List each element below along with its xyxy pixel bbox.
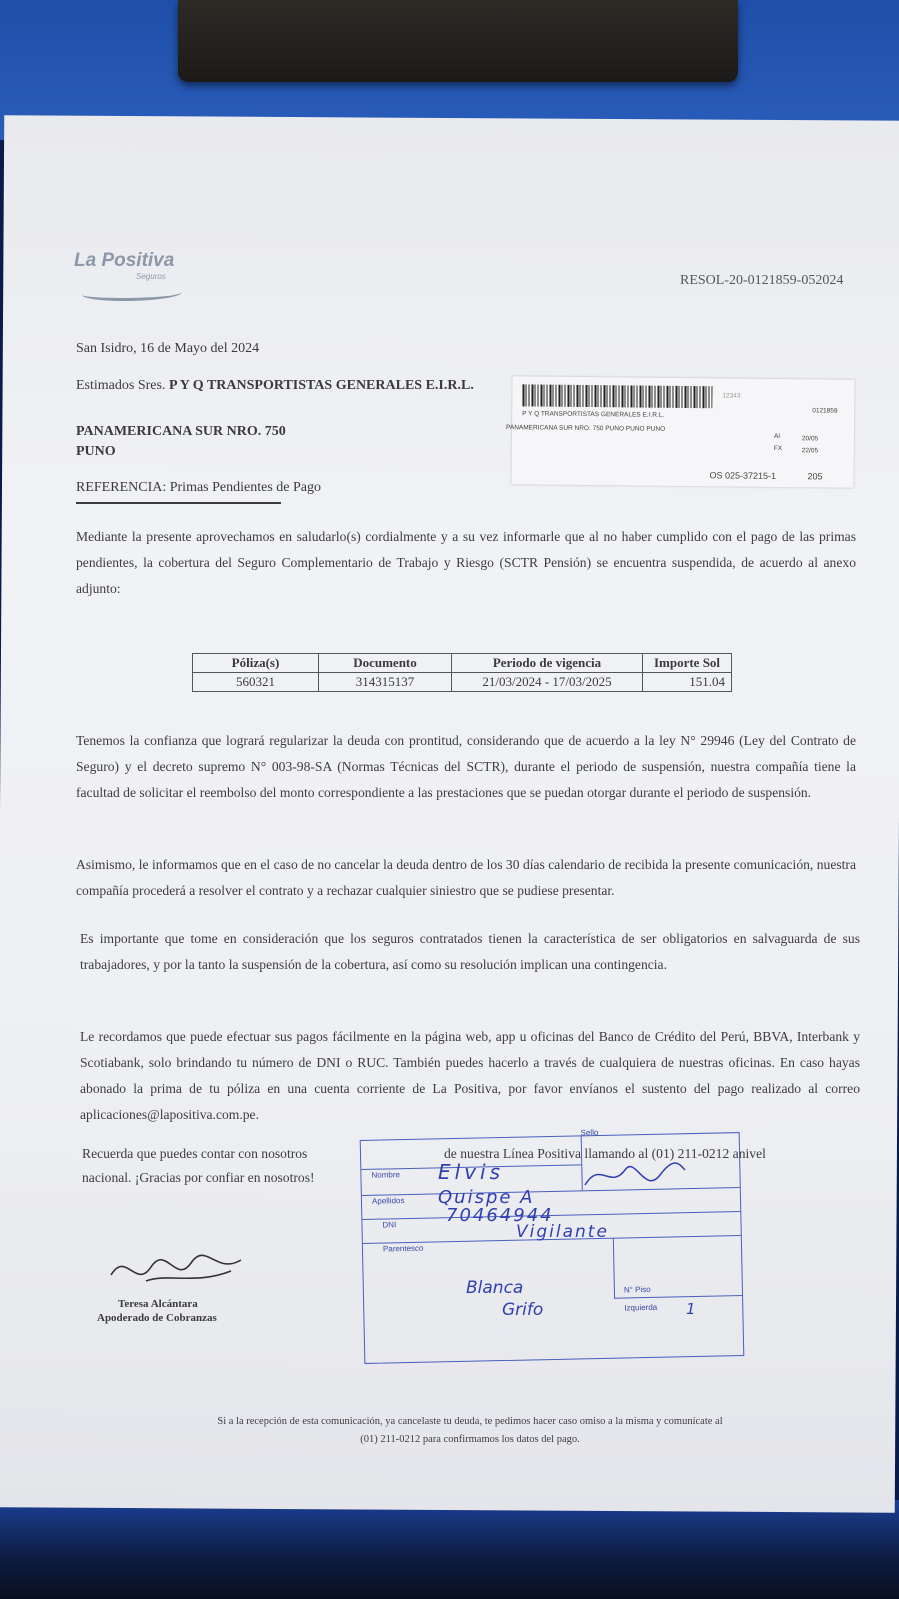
paragraph-1: Mediante la presente aprovechamos en saludarlo(s) cordialmente y a su vez informarle que al no haber cumplido con el pago de las primas pendientes, la cobertura del Seguro Complementario de Trabajo y Riesgo (SCTR Pensión) se encuentra suspendida, de acuerdo al anexo adjunto: <box>76 529 856 596</box>
label-fx: FX <box>773 444 783 453</box>
stamp-name-label: Nombre <box>371 1170 400 1180</box>
paragraph-6-end: de nuestra Línea Positiva llamando al (01) 211-0212 anivel <box>444 1146 766 1161</box>
handwritten-name: Elvis <box>438 1160 505 1184</box>
cell-periodo: 21/03/2024 - 17/03/2025 <box>452 673 643 692</box>
cell-documento: 314315137 <box>319 673 452 692</box>
handwritten-place-1: Blanca <box>466 1278 524 1298</box>
reference-line: REFERENCIA: Primas Pendientes de Pago <box>76 480 321 495</box>
paragraph-2: Tenemos la confianza que logrará regularizar la deuda con prontitud, considerando que de acuerdo a la ley N° 29946 (Ley del Contrato de Seguro) y el decreto supremo N° 003-98-SA (Normas Técnicas del SCTR), durante el periodo de suspensión, nuestra compañía tiene la facultad de solicitar el reembolso del monto correspondiente a las prestaciones que se puedan otorgar durante el periodo de suspensión. <box>76 733 856 800</box>
col-header-periodo: Periodo de vigencia <box>452 654 643 673</box>
recipient-name: P Y Q TRANSPORTISTAS GENERALES E.I.R.L. <box>168 378 474 393</box>
company-logo: La Positiva <box>74 250 175 271</box>
col-header-importe: Importe Sol <box>643 654 732 673</box>
label-line-1: P Y Q TRANSPORTISTAS GENERALES E.I.R.L. <box>522 410 665 419</box>
stamp-signature-icon <box>580 1150 690 1200</box>
stamp-surname-label: Apellidos <box>371 1196 405 1206</box>
label-box-code: 12343 <box>722 392 741 400</box>
stamp-dni-label: DNI <box>382 1220 397 1230</box>
footer-line-2: (01) 211-0212 para confirmamos los datos del pago. <box>360 1434 580 1445</box>
label-os: OS 025-37215-1 <box>709 470 777 481</box>
footer-line-1: Si a la recepción de esta comunicación, ya cancelaste tu deuda, te pedimos hacer caso omiso a la misma y comunícate al <box>217 1416 723 1427</box>
mailing-label <box>505 376 854 488</box>
stamp-left-label: Izquierda <box>624 1302 658 1313</box>
handwritten-dni: 70464944 <box>446 1205 554 1226</box>
label-ai-date: 20/05 <box>801 435 819 443</box>
cell-poliza: 560321 <box>193 673 319 692</box>
label-fx-date: 22/05 <box>801 447 819 455</box>
blue-background-bottom <box>0 1500 899 1599</box>
dark-object-top <box>178 0 738 82</box>
paragraph-6-start: Recuerda que puedes contar con nosotros <box>82 1146 308 1161</box>
barcode-icon <box>522 384 712 408</box>
stamp-relation-label: Parentesco <box>382 1243 424 1254</box>
label-code: 0121859 <box>812 407 838 415</box>
col-header-poliza: Póliza(s) <box>193 654 319 673</box>
handwritten-floor: 1 <box>686 1300 696 1318</box>
handwritten-relation: Vigilante <box>516 1222 609 1242</box>
col-header-documento: Documento <box>319 654 452 673</box>
paragraph-3: Asimismo, le informamos que en el caso de no cancelar la deuda dentro de los 30 días calendario de recibida la presente comunicación, nuestra compañía procederá a resolver el contrato y a rechazar cualquier siniestro que se pudiese presentar. <box>76 857 856 898</box>
label-num: 205 <box>807 471 823 482</box>
cell-importe: 151.04 <box>643 673 732 692</box>
greeting-prefix: Estimados Sres. <box>76 378 166 393</box>
table-row <box>193 673 732 692</box>
handwritten-place-2: Grifo <box>502 1300 544 1320</box>
paragraph-6-line2: nacional. ¡Gracias por confiar en nosotros! <box>82 1170 315 1185</box>
stamp-header: Sello <box>580 1128 599 1138</box>
label-line-2: PANAMERICANA SUR NRO. 750 PUNO PUNO PUNO <box>505 424 666 433</box>
reference-underline <box>76 502 281 504</box>
policy-table <box>192 653 732 692</box>
handwritten-surname: Quispe A <box>438 1187 535 1208</box>
label-ai: AI <box>773 432 781 441</box>
resolution-number: RESOL-20-0121859-052024 <box>680 273 844 288</box>
signature-icon <box>106 1245 246 1295</box>
paragraph-5: Le recordamos que puede efectuar sus pagos fácilmente en la página web, app u oficinas del Banco de Crédito del Perú, BBVA, Interbank y Scotiabank, solo brindando tu número de DNI o RUC. También puedes hacerlo a través de cualquiera de nuestras oficinas. En caso hayas abonado la prima de tu póliza en una cuenta corriente de La Positiva, por favor envíanos el sustento del pago realizado al correo aplicaciones@lapositiva.com.pe. <box>80 1029 860 1122</box>
address-line-2: PUNO <box>76 444 116 459</box>
signer-name: Teresa Alcántara <box>118 1298 198 1310</box>
date-line: San Isidro, 16 de Mayo del 2024 <box>76 341 260 356</box>
table-header-row <box>193 654 732 673</box>
company-logo-sub: Seguros <box>136 272 166 281</box>
greeting <box>76 378 474 394</box>
stamp-num-label: N° Piso <box>623 1284 651 1295</box>
paragraph-4: Es importante que tome en consideración que los seguros contratados tienen la característica de ser obligatorios en salvaguarda de sus trabajadores, y por la tanto la suspensión de la cobertura, así como su resolución implican una contingencia. <box>80 931 860 972</box>
signer-role: Apoderado de Cobranzas <box>97 1312 217 1324</box>
address-line-1: PANAMERICANA SUR NRO. 750 <box>76 424 286 439</box>
